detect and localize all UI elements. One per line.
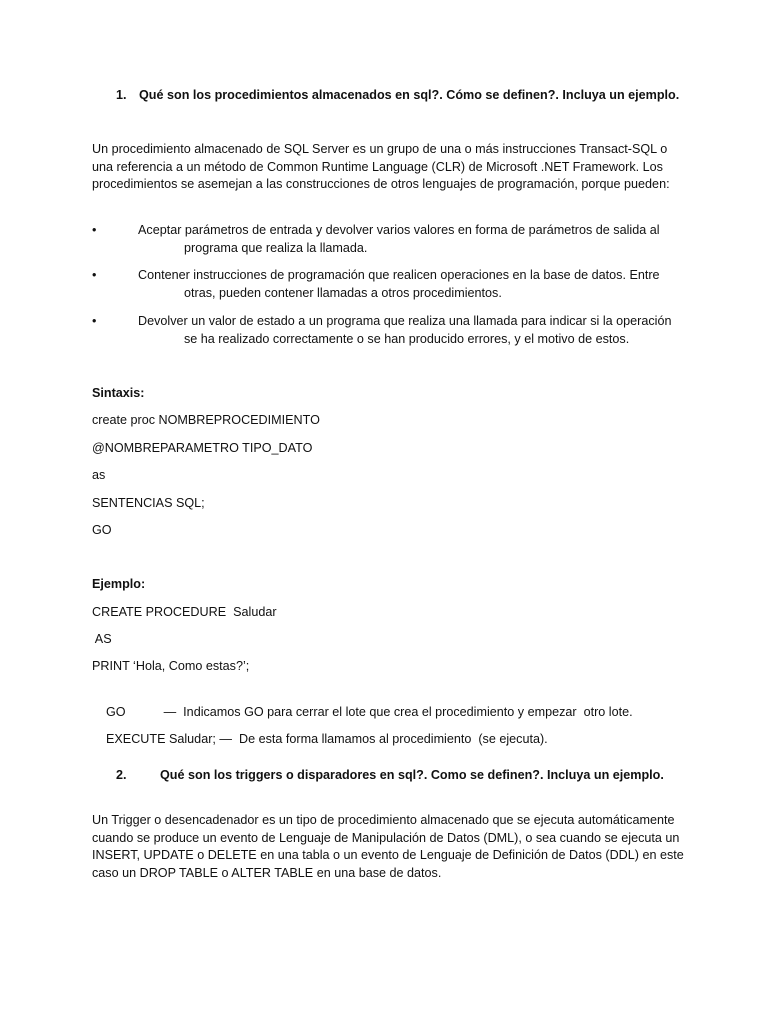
syntax-line: SENTENCIAS SQL;: [92, 496, 205, 510]
syntax-label: Sintaxis:: [92, 386, 145, 400]
question-1-number: 1.: [116, 88, 127, 102]
bullet-marker: •: [92, 314, 97, 328]
question-1-title: Qué son los procedimientos almacenados en sql?. Cómo se definen?. Incluya un ejemplo.: [139, 88, 680, 102]
question-1-intro-paragraph: Un procedimiento almacenado de SQL Server es un grupo de una o más instrucciones Transact-SQL o una referencia a un método de Common Runtime Language (CLR) de Microsoft .NET Framework. Los procedimientos se asemejan a las construcciones de otros lenguajes de programación, porque pueden:: [92, 142, 670, 192]
bullet-item: [92, 313, 684, 348]
bullet-item: [92, 222, 684, 257]
bullet-marker: •: [92, 268, 97, 282]
example-line: AS: [92, 632, 112, 646]
go-comment: — Indicamos GO para cerrar el lote que crea el procedimiento y empezar otro lote.: [163, 704, 633, 719]
execute-code: EXECUTE Saludar;: [106, 731, 216, 746]
example-label: Ejemplo:: [92, 577, 146, 591]
go-code: GO: [106, 704, 126, 719]
example-line: CREATE PROCEDURE Saludar: [92, 605, 277, 619]
bullet-marker: •: [92, 223, 97, 237]
question-1-heading: [116, 87, 716, 105]
bullet-text: Devolver un valor de estado a un programa que realiza una llamada para indicar si la operación se ha realizado correctamente o se han producido errores, y el motivo de estos.: [138, 314, 672, 346]
question-2-heading: [116, 767, 716, 785]
execute-comment: — De esta forma llamamos al procedimiento (se ejecuta).: [215, 731, 548, 746]
bullet-text: Contener instrucciones de programación que realicen operaciones en la base de datos. Entre otras, pueden contener llamadas a otros procedimientos.: [138, 268, 660, 300]
question-2-paragraph: Un Trigger o desencadenador es un tipo de procedimiento almacenado que se ejecuta automáticamente cuando se produce un evento de Lenguaje de Manipulación de Datos (DML), o sea cuando se ejecuta un INSERT, UPDATE o DELETE en una tabla o un evento de Lenguaje de Definición de Datos (DDL) en este caso un DROP TABLE o ALTER TABLE en una base de datos.: [92, 813, 684, 880]
bullet-item: [92, 267, 684, 302]
syntax-line: GO: [92, 523, 112, 537]
example-line: PRINT ‘Hola, Como estas?’;: [92, 659, 250, 673]
question-2-number: 2.: [116, 768, 127, 782]
syntax-line: @NOMBREPARAMETRO TIPO_DATO: [92, 441, 313, 455]
syntax-line: create proc NOMBREPROCEDIMIENTO: [92, 413, 320, 427]
bullet-text: Aceptar parámetros de entrada y devolver varios valores en forma de parámetros de salida al programa que realiza la llamada.: [138, 223, 660, 255]
execute-line: [92, 713, 684, 766]
syntax-line: as: [92, 468, 106, 482]
question-2-title: Qué son los triggers o disparadores en sql?. Como se definen?. Incluya un ejemplo.: [160, 768, 664, 782]
